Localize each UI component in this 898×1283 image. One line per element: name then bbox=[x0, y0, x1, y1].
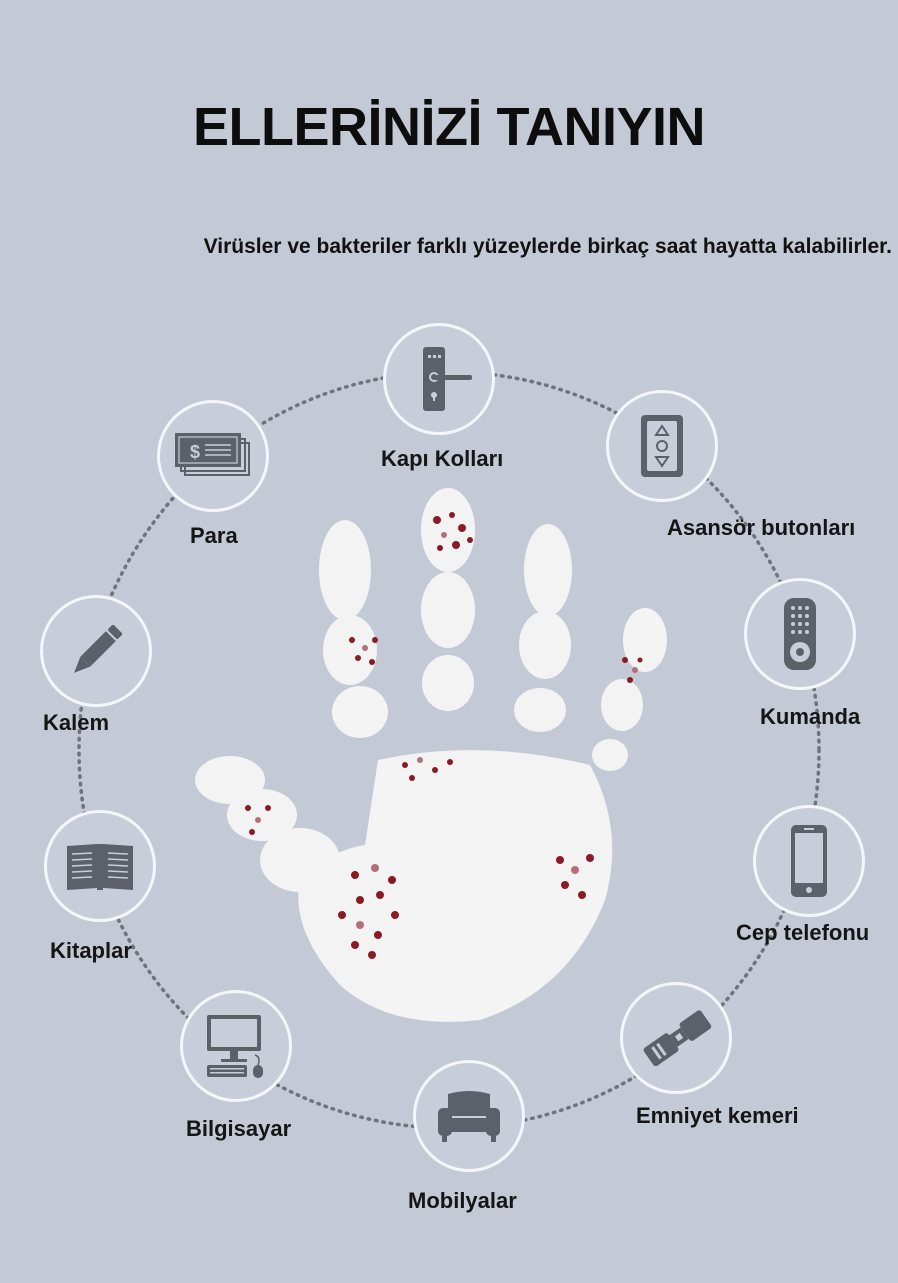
item-circle-books bbox=[44, 810, 156, 922]
item-circle-mobile-phone bbox=[753, 805, 865, 917]
item-circle-pencil bbox=[40, 595, 152, 707]
item-label-door-handles: Kapı Kolları bbox=[381, 446, 504, 471]
item-label-mobile-phone: Cep telefonu bbox=[736, 920, 870, 945]
armchair-icon bbox=[434, 1086, 504, 1146]
elevator-buttons-icon bbox=[627, 411, 697, 481]
item-circle-computer bbox=[180, 990, 292, 1102]
item-label-books: Kitaplar bbox=[50, 938, 132, 963]
hand-print bbox=[195, 488, 667, 1022]
page-title: ELLERİNİZİ TANIYIN bbox=[193, 97, 705, 157]
item-label-computer: Bilgisayar bbox=[186, 1116, 292, 1141]
svg-text:$: $ bbox=[190, 442, 201, 462]
item-label-pencil: Kalem bbox=[43, 710, 110, 735]
item-label-seat-belt: Emniyet kemeri bbox=[636, 1103, 799, 1128]
remote-control-icon bbox=[770, 594, 830, 674]
book-icon bbox=[63, 836, 137, 896]
item-circle-seat-belt bbox=[620, 982, 732, 1094]
pencil-icon bbox=[61, 616, 131, 686]
item-label-money: Para bbox=[190, 523, 238, 548]
page-subtitle: Virüsler ve bakteriler farklı yüzeylerde birkaç saat hayatta kalabilirler. bbox=[203, 235, 892, 258]
item-label-remote: Kumanda bbox=[760, 704, 861, 729]
money-icon bbox=[173, 431, 253, 481]
door-handle-icon bbox=[399, 339, 479, 419]
mobile-phone-icon bbox=[784, 821, 834, 901]
item-circle-remote bbox=[744, 578, 856, 690]
item-circle-money bbox=[157, 400, 269, 512]
item-circle-elevator-buttons bbox=[606, 390, 718, 502]
item-label-furniture: Mobilyalar bbox=[408, 1188, 517, 1213]
item-circle-door-handles bbox=[383, 323, 495, 435]
seat-belt-icon bbox=[636, 998, 716, 1078]
item-label-elevator-buttons: Asansör butonları bbox=[667, 515, 856, 540]
computer-icon bbox=[199, 1011, 273, 1081]
item-circle-furniture bbox=[413, 1060, 525, 1172]
